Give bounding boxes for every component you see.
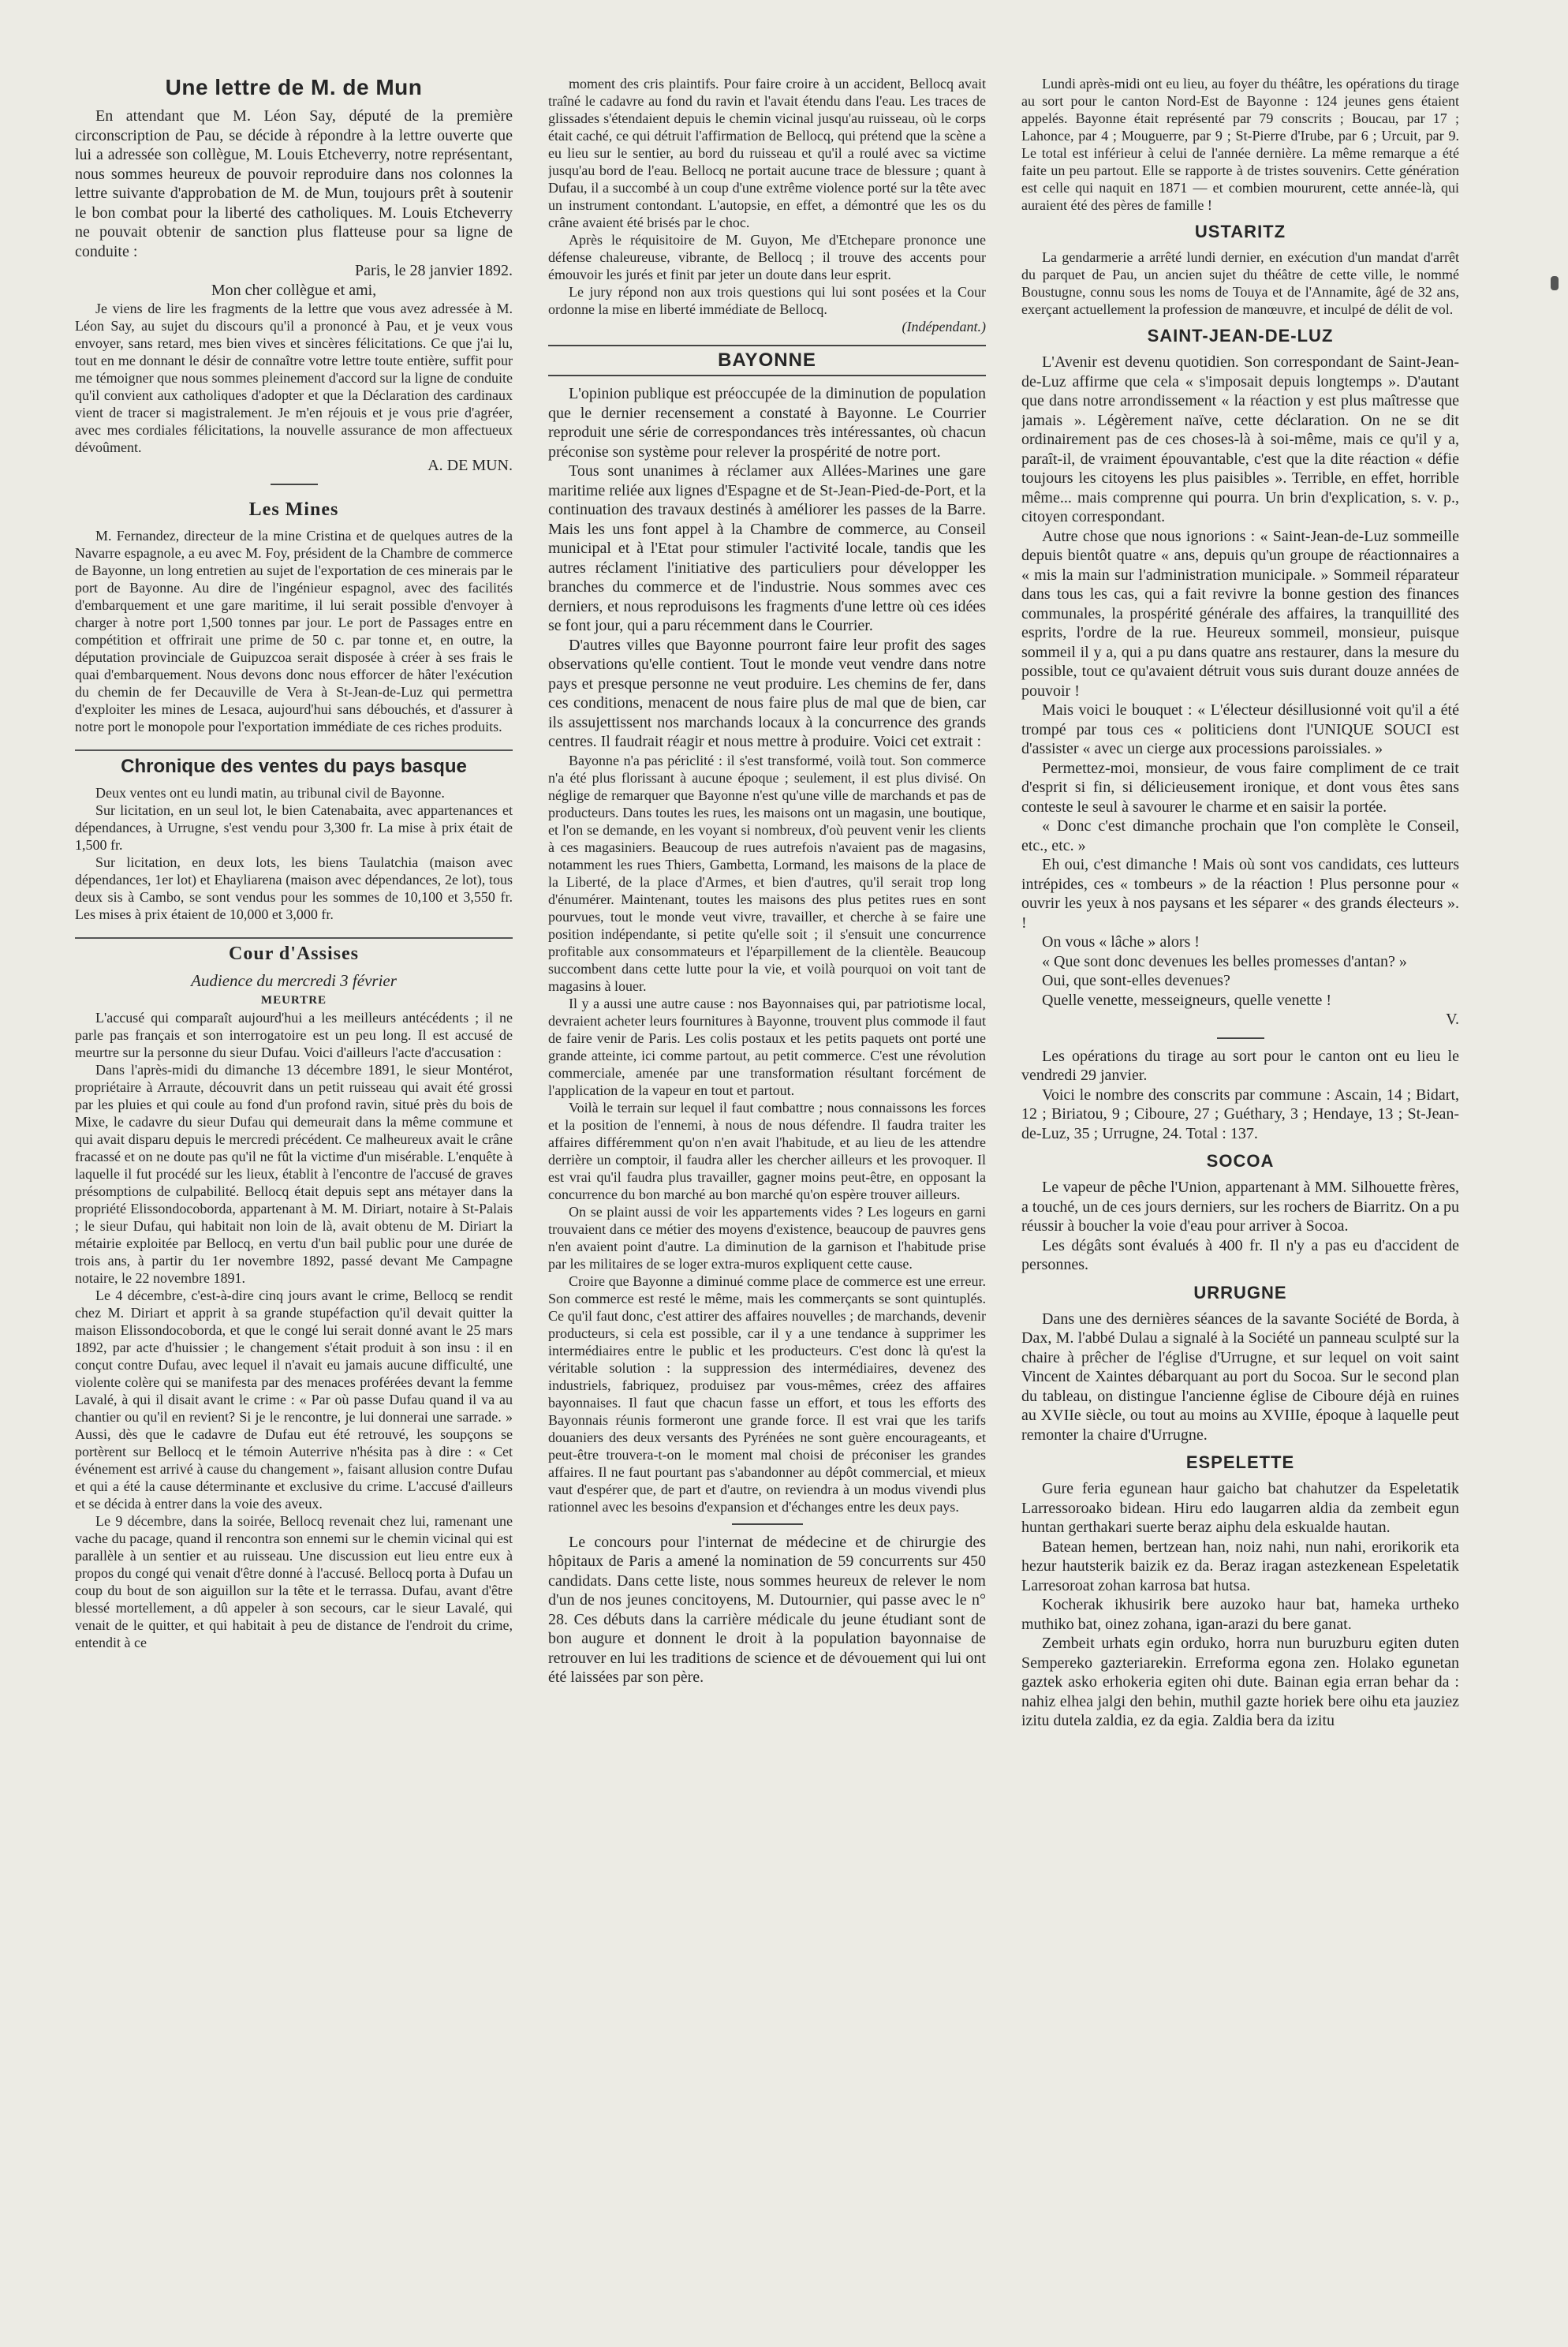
espelette-p4: Zembeit urhats egin orduko, horra nun buruzburu egiten duten Sempereko gazteriarekin. Erreforma egona zen. Holako egunetan gaztek asko erhokeria egiten ohi dute. Bainan egia erran behar da : nahiz elhea jalgi den behin, muthil gazte horiek bere oihu eta jauziez izitu dutela zaldia, ez da egia. Zaldia bera da izitu xyxy=(1021,1635,1459,1729)
sjdl-p9: Oui, que sont-elles devenues? xyxy=(1042,972,1230,989)
socoa-p2: Les dégâts sont évalués à 400 fr. Il n'y a pas eu d'accident de personnes. xyxy=(1021,1236,1459,1273)
assises-subtitle: Audience du mercredi 3 février xyxy=(191,970,397,990)
bayonne-quote-3: Voilà le terrain sur lequel il faut combattre ; nous connaissons les forces et la position de l'ennemi, à nous de nous défendre. Il faudra traiter les affaires différemment qu'on n'en avait l'habitude, et au lieu de les attendre derrière un comptoir, il faudra aller les chercher ailleurs et les provoquer. Il est vrai qu'il faudra plus travailler, gagner moins peut-être, en opposant la concurrence du bon marché au bon marché qu'on espère trouver ailleurs. xyxy=(548,1099,986,1202)
bayonne-quote-4: On se plaint aussi de voir les appartements vides ? Les logeurs en garni trouvaient dans ce métier des moyens d'existence, beaucoup de pauvres gens n'en avaient point d'autre. La diminution de la garnison et l'habitude prise par les militaires de se loger extra-muros expliquent cette cause. xyxy=(548,1203,986,1272)
de-mun-intro: En attendant que M. Léon Say, député de la première circonscription de Pau, se décide à répondre à la lettre ouverte que lui a adressée son collègue, M. Louis Etcheverry, notre représentant, nous sommes heureux de pouvoir reproduire dans nos colonnes la lettre suivante d'approbation de M. de Mun, toujours prêt à soutenir le bon combat pour la liberté des catholiques. M. Louis Etcheverry ne pouvait obtenir de sanction plus flatteuse pour sa ligne de conduite : xyxy=(75,107,513,260)
assises-p3: Le 4 décembre, c'est-à-dire cinq jours avant le crime, Bellocq se rendit chez M. Diriart et apprit à sa grande stupéfaction qu'il devait quitter la maison Elissondocoborda, et que le congé lui serait donné avant le 25 mars 1892, par acte d'huissier ; le changement s'était produit à son insu : il en conçut contre Dufau, avec lequel il n'avait eu jamais aucune difficulté, une violente colère qui se manifesta par des menaces proférées devant la femme Lavalé, à qui il disait avant le crime : « Par où passe Dufau quand il va au chantier ou qu'il en revient? Si je le rencontre, je lui donnerai une sarrade. » Aussi, dès que le cadavre de Dufau eut été retrouvé, les soupçons se portèrent sur Bellocq et le témoin Auterrive n'hésita pas à dire : « Cet événement est arrivé à cause du changement », faisant allusion contre Dufau et qui a été la cause déterminante et exclusive du crime. L'accusé d'ailleurs et se décida à entrer dans la voie des aveux. xyxy=(75,1287,513,1512)
chronique-p3: Sur licitation, en deux lots, les biens Taulatchia (maison avec dépendances, 1er lot) et Ehayliarena (maison avec dépendances, 2e lot), tous deux sis à Cambo, se sont vendus pour les sommes de 10,100 et 3,550 fr. Les mises à prix étaient de 10,000 et 3,000 fr. xyxy=(75,854,513,922)
socoa-p1: Le vapeur de pêche l'Union, appartenant à MM. Silhouette frères, a touché, un de ces jours derniers, sur les rochers de Biarritz. On a pu réussir à boucher la voie d'eau pour arriver à Socoa. xyxy=(1021,1179,1459,1235)
tirage-p1: Lundi après-midi ont eu lieu, au foyer du théâtre, les opérations du tirage au sort pour le canton Nord-Est de Bayonne : 124 jeunes gens étaient appelés. Bayonne était représenté par 79 conscrits ; Boucau, par 17 ; Lahonce, par 4 ; Mouguerre, par 9 ; St-Pierre d'Irube, par 6 ; Urcuit, par 9. Le total est inférieur à celui de l'année dernière. La même remarque a été faite un peu partout. Elle se rapporte à de tristes souvenirs. Cette génération est celle qui naquit en 1871 — et combien moururent, cette année-là, qui auraient été des pères de famille ! xyxy=(1021,76,1459,213)
assises-cont-p2: Après le réquisitoire de M. Guyon, Me d'Etchepare prononce une défense chaleureuse, vibrante, de Bellocq ; il trouve des accents pour émouvoir les jurés et finit par jeter un doute dans leur esprit. xyxy=(548,232,986,282)
espelette-p2: Batean hemen, bertzean han, noiz nahi, nun nahi, erorikorik eta hezur hautsterik baizik ez da. Beraz iragan astezkenean Espeletatik Larresoroat zohan karrosa bat hutsa. xyxy=(1021,1538,1459,1594)
chronique-p1: Deux ventes ont eu lundi matin, au tribunal civil de Bayonne. xyxy=(95,784,445,801)
bayonne-p2: Tous sont unanimes à réclamer aux Allées-Marines une gare maritime reliée aux lignes d'Espagne et de St-Jean-Pied-de-Port, et la continuation des travaux destinés à améliorer les passes de la Barre. Mais les uns font appel à la Chambre de commerce, au Conseil municipal et à l'Etat pour stimuler l'activité locale, tandis que les autres réclament l'initiative des particuliers pour développer les branches du commerce et de l'industrie. Nous sommes avec ces derniers, et nous reproduisons les fragments d'une lettre où ces idées se font jour, qui a paru récemment dans le Courrier. xyxy=(548,462,986,634)
separator xyxy=(271,484,318,485)
article-title-de-mun: Une lettre de M. de Mun xyxy=(165,75,423,99)
chronique-title: Chronique des ventes du pays basque xyxy=(75,749,513,778)
assises-p4: Le 9 décembre, dans la soirée, Bellocq revenait chez lui, ramenant une vache du pacage, quand il rencontra son ennemi sur le chemin vicinal qui est parallèle à un sentier et au ruisseau. Une discussion eut lieu entre eux à propos du congé qui venait d'être donné à l'accusé. Bellocq porta à Dufau un coup du bout de son aiguillon sur la tête et le terrassa. Dufau, avant d'être blessé mortellement, a dû appeler à son secours, car le sieur Lavalé, qui venait de le quitter, et qui habitait à peu de distance de l'endroit du crime, entendit à ce xyxy=(75,1512,513,1650)
letter-salutation: Mon cher collègue et ami, xyxy=(211,281,377,299)
bayonne-p3: D'autres villes que Bayonne pourront faire leur profit des sages observations qu'elle contient. Tout le monde veut vendre dans notre pays et presque personne ne veut produire. Les chemins de fer, dans ces conditions, menacent de nous faire plus de mal que de bien, car ils assujettissent nos marchands locaux à la concurrence des grands centres. Il faudrait réagir et nous mettre à produire. Voici cet extrait : xyxy=(548,636,986,750)
bayonne-quote-5: Croire que Bayonne a diminué comme place de commerce est une erreur. Son commerce est resté le même, mais les commerçants se sont quintuplés. Ce qu'il faut donc, c'est attirer des affaires nouvelles ; de marchands, devenir producteurs, si cela est possible, car il y a une tendance à supprimer les intermédiaires entre le public et les producteurs. C'est donc là qu'est la véritable solution : la suppression des intermédiaires, devenez des industriels, fabriquez, produisez par vous-mêmes, créez des affaires bayonnaises. Il faut que chacun fasse un effort, et tous les efforts des Bayonnais réunis formeront une grande force. Il est vrai que les tarifs douaniers des deux versants des Pyrénées ne sont guère encourageants, et peut-être trouvera-t-on le moment mal choisi de préconiser les grandes affaires. Il ne faut pourtant pas s'abandonner au dépôt commercial, et mieux vaut d'espérer que, de part et d'autre, on reviendra à un modus vivendi plus rationnel avec les besoins d'expansion et d'échanges entre les deux pays. xyxy=(548,1273,986,1515)
letter-body: Je viens de lire les fragments de la lettre que vous avez adressée à M. Léon Say, au sujet du discours qu'il a prononcé à Pau, et je veux vous envoyer, sans retard, mes bien vives et sincères félicitations. Ce que j'ai lu, tout en me donnant le désir de connaître votre lettre toute entière, suffit pour me témoigner que nous sommes pleinement d'accord sur la ligne de conduite qu'il convient aux catholiques d'adopter et que la Déclaration des cardinaux vient de tracer si magistralement. Je m'en réjouis et je vous prie d'agréer, avec mes cordiales félicitations, la nouvelle assurance de mon affectueux dévoûment. xyxy=(75,301,513,455)
column-2 xyxy=(548,75,986,2315)
sjdl-p3: Mais voici le bouquet : « L'électeur désillusionné voit qu'il a été trompé par tous ces « politiciens dont l'UNIQUE SOUCI est d'assister « avec un cierge aux processions paroissiales. » xyxy=(1021,701,1459,757)
urrugne-body: Dans une des dernières séances de la savante Société de Borda, à Dax, M. l'abbé Dulau a signalé à la Société un panneau sculpté sur la chaire à prêcher de l'église d'Urrugne, et sur lequel on voit saint Vincent de Xaintes débarquant au port du Socoa. Sur le second plan du tableau, on distingue l'ancienne église de Ciboure déjà en ruines au XVIIe siècle, ou tout au moins au XVIIIe, époque à laquelle peut remonter la chaire d'Urrugne. xyxy=(1021,1310,1459,1444)
bayonne-quote-2: Il y a aussi une autre cause : nos Bayonnaises qui, par patriotisme local, devraient acheter leurs fournitures à Bayonne, trouvent plus commode il faut de faire venir de Paris. Les colis postaux et les petits paquets ont porté une grande atteinte, ici comme partout, au petit commerce. C'est une révolution commerciale, amenée par une transformation résultant forcément de l'application de la vapeur en tout et partout. xyxy=(548,995,986,1098)
separator xyxy=(732,1523,803,1525)
concours-body: Le concours pour l'internat de médecine et de chirurgie des hôpitaux de Paris a amené la nomination de 59 concurrents sur 450 candidats. Dans cette liste, nous sommes heureux de relever le nom d'un de nos jeunes concitoyens, M. Dutournier, qui passe avec le n° 28. Ces débuts dans la carrière médicale du jeune étudiant sont de bon augure et donnent le droit à la population bayonnaise de retrouver en lui les traditions de science et de dévouement qui lui ont été laissées par son père. xyxy=(548,1533,986,1686)
bayonne-p1: L'opinion publique est préoccupée de la diminution de population que le dernier recensement a constaté à Bayonne. Le Courrier reproduit une série de correspondances très intéressantes, où chacun préconise son système pour relever la prospérité de notre port. xyxy=(548,385,986,461)
mines-title: Les Mines xyxy=(248,499,339,520)
espelette-p3: Kocherak ikhusirik bere auzoko haur bat, hameka urtheko muthiko bat, oinez zohana, igan-arazi du bere ganat. xyxy=(1021,1596,1459,1633)
assises-label: MEURTRE xyxy=(260,993,327,1007)
assises-source: (Indépendant.) xyxy=(902,319,986,334)
separator xyxy=(1217,1037,1264,1039)
letter-signature: A. DE MUN. xyxy=(427,457,513,474)
assises-cont-p3: Le jury répond non aux trois questions qui lui sont posées et la Cour ordonne la mise en liberté immédiate de Bellocq. xyxy=(548,284,986,317)
sjdl-p7: On vous « lâche » alors ! xyxy=(1042,933,1200,951)
assises-p2: Dans l'après-midi du dimanche 13 décembre 1891, le sieur Montérot, propriétaire à Arraute, découvrit dans un petit ruisseau qui avait été grossi par les pluies et qui coule au fond d'un profond ravin, situé près du bois de Mixe, le cadavre du sieur Dufau qui demeurait dans la même commune et qui avait disparu depuis le mercredi précédent. Ce malheureux avait le crâne fracassé et on ne doute pas qu'il ne fût la victime d'un misérable. L'enquête à laquelle il fut procédé sur les lieux, établit à l'encontre de l'accusé de graves présomptions de culpabilité. Bellocq était depuis sept ans métayer dans la propriété Elissondocoborda, appartenant à M. M. Diriart, notaire à St-Palais ; le sieur Dufau, qui habitait non loin de là, avait obtenu de M. Diriart la métairie exploitée par Bellocq, en vertu d'un bail public pour une durée de trois ans, à partir du 1er novembre 1892, passé devant Me Campagne notaire, le 22 novembre 1891. xyxy=(75,1061,513,1286)
espelette-p1: Gure feria egunean haur gaicho bat chahutzer da Espeletatik Larressoroako bidean. Hiru edo laugarren aldia da zembeit egun huntan gerthakari suerte beraz aiphu dela eskualde hautan. xyxy=(1021,1480,1459,1536)
sjdl-p2: Autre chose que nous ignorions : « Saint-Jean-de-Luz sommeille depuis bientôt quatre « ans, depuis qu'un groupe de réactionnaires a « mis la main sur l'administration municipale. » Sommeil réparateur dans tous les cas, qui a fait revivre la bonne gestion des finances communales, la prospérité générale des affaires, la tranquillité des esprits, l'ordre de la rue. Heureux sommeil, monsieur, puisque sommeil il y a, qui a pu dans quatre ans restaurer, dans la mesure du possible, tout ce qu'avaient détruit vous suis durant douze années de pouvoir ! xyxy=(1021,527,1459,700)
sjdl-title: SAINT-JEAN-DE-LUZ xyxy=(1147,326,1334,346)
chronique-p2: Sur licitation, en un seul lot, le bien Catenabaita, avec appartenances et dépendances, à Urrugne, s'est vendu pour 3,300 fr. La mise à prix était de 1,500 fr. xyxy=(75,802,513,853)
tirage-p3: Voici le nombre des conscrits par commune : Ascain, 14 ; Bidart, 12 ; Biriatou, 9 ; Ciboure, 27 ; Guéthary, 3 ; Hendaye, 13 ; St-Jean-de-Luz, 35 ; Urrugne, 24. Total : 137. xyxy=(1021,1086,1459,1142)
ustaritz-title: USTARITZ xyxy=(1194,222,1286,241)
column-3 xyxy=(1021,75,1459,2315)
urrugne-title: URRUGNE xyxy=(1193,1282,1287,1302)
sjdl-p8: « Que sont donc devenues les belles promesses d'antan? » xyxy=(1042,952,1407,970)
ustaritz-body: La gendarmerie a arrêté lundi dernier, en exécution d'un mandat d'arrêt du parquet de Pau, un ancien sujet du théâtre de cette ville, le nommé Boustugne, connu sous les noms de Touya et de l'Annamite, âgé de 32 ans, exerçant actuellement la profession de manœuvre, et inculpé de délit de vol. xyxy=(1021,249,1459,317)
sjdl-p6: Eh oui, c'est dimanche ! Mais où sont vos candidats, ces lutteurs intrépides, ces « tombeurs » de la réaction ! Plus personne pour « ouvrir les yeux à nos paysans et les séparer « des grands électeurs ». ! xyxy=(1021,856,1459,932)
assises-cont-p1: moment des cris plaintifs. Pour faire croire à un accident, Bellocq avait traîné le cadavre au fond du ravin et l'avait étendu dans l'eau. Les traces de glissades s'étendaient depuis le chemin vicinal jusqu'au ruisseau, où le corps était caché, ce qui détruit l'affirmation de Bellocq, qui prétend que la scène a eu lieu sur le sentier, au bord du ruisseau et qu'il a roulé avec sa victime jusqu'au bord de l'eau. Bellocq ne portait aucune trace de blessure ; quant à Dufau, il a succombé à un coup d'une extrême violence porté sur la tête avec un instrument contondant. L'autopsie, en effet, a démontré que les os du crâne avaient été brisés par le choc. xyxy=(548,76,986,230)
sjdl-p10: Quelle venette, messeigneurs, quelle venette ! xyxy=(1042,991,1332,1009)
sjdl-p5: « Donc c'est dimanche prochain que l'on complète le Conseil, etc., etc. » xyxy=(1021,817,1459,854)
socoa-title: SOCOA xyxy=(1206,1151,1275,1171)
sjdl-p4: Permettez-moi, monsieur, de vous faire compliment de ce trait d'esprit si fin, si délicieusement ironique, et dont vous êtes sans conteste le seul à savourer le charme et en saisir la portée. xyxy=(1021,759,1459,816)
sjdl-signature: V. xyxy=(1446,1011,1459,1028)
bayonne-quote-1: Bayonne n'a pas périclité : il s'est transformé, voilà tout. Son commerce n'a été plus florissant à aucune époque ; seulement, il est plus divisé. On néglige de remarquer que Bayonne n'est qu'une ville de marchands et pas de producteurs. Dans toutes les rues, les maisons ont un magasin, une boutique, et l'on se demande, en les voyant si nombreux, d'où peuvent venir les clients à ces magasiniers. Beaucoup de rues autrefois n'avaient pas de magasins, notamment les rues Thiers, Gambetta, Lormand, les maisons de la place de la Liberté, de la place d'Armes, et bien d'autres, qu'il serait trop long d'énumérer. Maintenant, toutes les maisons des plus petites rues en sont pourvues, tout le monde veut vivre, travailler, et cherche à se faire une position indépendante, si petite qu'elle soit ; il s'ensuit une concurrence profitable aux consommateurs et l'éparpillement de la clientèle. Beaucoup succombent dans cette lutte pour la vie, et voilà pourquoi on voit tant de magasins à louer. xyxy=(548,752,986,994)
margin-ink-mark xyxy=(1551,276,1559,290)
letter-dateline: Paris, le 28 janvier 1892. xyxy=(355,262,513,279)
tirage-p2: Les opérations du tirage au sort pour le canton ont eu lieu le vendredi 29 janvier. xyxy=(1021,1047,1459,1084)
assises-p1: L'accusé qui comparaît aujourd'hui a les meilleurs antécédents ; il ne parle pas français et son interrogatoire est un peu long. Il est accusé de meurtre sur la personne du sieur Dufau. Voici d'ailleurs l'acte d'accusation : xyxy=(75,1009,513,1060)
column-1 xyxy=(75,75,513,2315)
mines-body: M. Fernandez, directeur de la mine Cristina et de quelques autres de la Navarre espagnole, a eu avec M. Foy, président de la Chambre de commerce de Bayonne, un long entretien au sujet de l'exportation de ces minerais par le port de Bayonne. Au dire de l'ingénieur espagnol, avec des facilités d'embarquement et une gare maritime, il lui serait possible d'envoyer à charger à notre port 1,500 tonnes par jour. Le port de Passages entre en compétition et offrirait une prime de 50 c. par tonne et, en outre, la députation provinciale de Guipuzcoa serait disposée à créer à ses frais le quai d'embarquement. Nous devons donc nous efforcer de hâter l'exécution du chemin de fer Decauville de Vera à St-Jean-de-Luz qui permettra d'exploiter les mines de Lesaca, aujourd'hui sans débouchés, et d'assurer à notre port le monopole pour l'exportation immédiate de ces riches produits. xyxy=(75,527,513,734)
bayonne-title: BAYONNE xyxy=(548,345,986,376)
sjdl-p1: L'Avenir est devenu quotidien. Son correspondant de Saint-Jean-de-Luz affirme que cela « s'imposait depuis longtemps ». D'autant que dans notre arrondissement « la réaction y est plus maîtresse que jamais ». Légèrement naïve, cette déclaration. On ne se dit ordinairement pas de ces choses-là à soi-même, mais ce qu'il y a, paraît-il, de vraiment épouvantable, c'est que la dite réaction « défie toujours les citoyens les plus paisibles ». Terrible, en effet, horrible même... mais comprenne qui pourra. Un brin d'explication, s. v. p., citoyen correspondant. xyxy=(1021,353,1459,525)
espelette-title: ESPELETTE xyxy=(1185,1452,1295,1472)
assises-title: Cour d'Assises xyxy=(75,937,513,965)
